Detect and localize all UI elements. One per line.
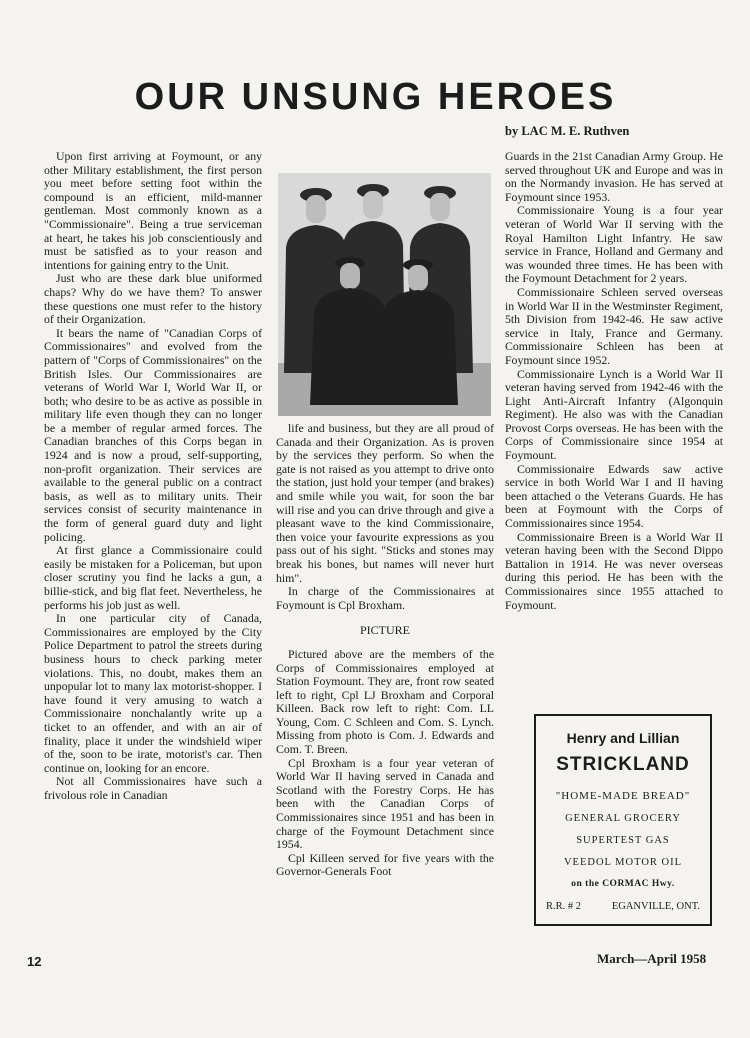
ad-line-gas: SUPERTEST GAS xyxy=(576,835,670,846)
ad-names: Henry and Lillian xyxy=(566,730,680,746)
paragraph: Guards in the 21st Canadian Army Group. He served throughout UK and Europe and was in on the Normandy invasion. He has served at Foymount since 1953. xyxy=(505,149,723,204)
paragraph: Commissionaire Edwards saw active service in both World War I and II having been attached o the Veterans Guards. He has been at Foymount with the Corps of Commissionaires since 1954. xyxy=(505,461,723,531)
ad-line-oil: VEEDOL MOTOR OIL xyxy=(563,857,683,868)
paragraph: Pictured above are the members of the Corps of Commissionaires employed at Station Foymount. They are, front row seated left to right, Cpl LJ Broxham and Corporal Killeen. Back row left to right: Com. LL Young, Com. C Schleen and Com. S. Lynch. Missing from photo is Com. J. Edwards and Com. T. Breen. xyxy=(276,646,494,757)
issue-date: March—April 1958 xyxy=(597,951,707,966)
page-number: 12 xyxy=(27,954,42,969)
ad-line-bread: "HOME-MADE BREAD" xyxy=(555,790,691,802)
paragraph: Commissionaire Lynch is a World War II veteran having served from 1942-46 with the Light Anti-Aircraft Infantry (Algonquin Regiment). He also was with the Canadian Provost Corps overseas. He has been with the Corps of Commissionaire since 1954 at Foymount. xyxy=(505,366,723,463)
article-title: OUR UNSUNG HEROES xyxy=(134,76,617,118)
paragraph: life and business, but they are all proud of Canada and their Organization. As is proven by the services they perform. So when the gate is not raised as you attempt to drive onto the station, just hold your temper (and brakes) and smile while you wait, for soon the bar will rise and you can drive through and give a pleasant wave to the kind Commissionaire, then voice your favourite expressions as you pass out of his sight. "Sticks and stones may break his bones, but names will never hurt him". xyxy=(276,421,494,585)
paragraph: In one particular city of Canada, Commissionaires are employed by the City Police Department to patrol the streets during business hours to check parking meter violations. This, no doubt, makes them an unpopular lot to many lax motorist-shopper. I have found it very amusing to watch a Commissionaire nonchalantly write up a ticket to an offender, and with an air of finality, place it under the windshield wiper of the, soon to be irate, motorist's car. Then continue on, looking for an encore. xyxy=(44,611,262,775)
paragraph: Upon first arriving at Foymount, or any other Military establishment, the first person you meet before setting foot within the compound is an efficient, mild-manner gentleman. Most commonly known as a "Commissionaire". Being a true serviceman at heart, he takes his job conscientiously and must be satisfied as to your reason and intentions for gaining entry to the Unit. xyxy=(44,149,262,272)
paragraph: In charge of the Commissionaires at Foymount is Cpl Broxham. xyxy=(276,584,494,612)
paragraph: At first glance a Commissionaire could easily be mistaken for a Policeman, but upon closer scrutiny you find he lacks a gun, a billie-stick, and big flat feet. Nevertheless, he performs his job just as well. xyxy=(44,543,262,612)
paragraph: Commissionaire Schleen served overseas in World War II in the Westminster Regiment, 5th Division from 1942-46. He saw active service in Italy, France and Germany. Commissionaire Schleen has been at Foymount since 1952. xyxy=(505,284,723,367)
paragraph: Commissionaire Young is a four year veteran of World War II serving with the Royal Hamilton Light Infantry. He saw service in France, Holland and Germany and was wounded three times. He has been with the Foymount Detachment for 2 years. xyxy=(505,203,723,286)
paragraph: Just who are these dark blue uniformed chaps? Why do we have them? To answer these questions one must refer to the history of their Organization. xyxy=(44,271,262,327)
picture-subheading: PICTURE xyxy=(359,623,410,638)
paragraph: Cpl Broxham is a four year veteran of World War II having served in Canada and Scotland with the Forestry Corps. He has been with the Canadian Corps of Commissionaires since 1951 and has been in charge of the Foymount Detachment since 1954. xyxy=(276,755,494,852)
paragraph: Commissionaire Breen is a World War II veteran having been with the Second Dippo Battalion in 1914. He was never overseas during this period. He has been with the Commissionaires since 1955 attached to Foymount. xyxy=(505,529,723,612)
article-column-1 xyxy=(44,150,262,803)
ad-address xyxy=(536,901,710,912)
paragraph: It bears the name of "Canadian Corps of Commissionaires" and evolved from the pattern of "Corps of Commissionaires" on the British Isles. Our Commissionaires are veterans of World War I, World War II, or both; who desire to be as active as possible in military life even though they can no longer be a member of regular armed forces. The Canadian branches of this Corps began in 1924 and is now a proud, self-supporting, non-profit organization. Their services are available to the general public on a contract basis, as well as to military units. Their services consist of security maintenance in the form of general guard duty and light policing. xyxy=(44,325,262,544)
ad-rural-route: R.R. # 2 xyxy=(546,901,582,912)
article-column-2 xyxy=(276,422,494,879)
paragraph: Cpl Killeen served for five years with the Governor-Generals Foot xyxy=(276,850,494,879)
paragraph: Not all Commissionaires have such a frivolous role in Canadian xyxy=(44,774,262,802)
commissionaires-group-photo xyxy=(278,173,491,416)
ad-line-highway: on the CORMAC Hwy. xyxy=(571,879,675,889)
byline: by LAC M. E. Ruthven xyxy=(505,124,630,138)
ad-town: EGANVILLE, ONT. xyxy=(611,901,700,912)
strickland-advertisement xyxy=(534,714,712,926)
article-column-3 xyxy=(505,150,723,612)
ad-line-grocery: GENERAL GROCERY xyxy=(565,813,681,824)
ad-surname: STRICKLAND xyxy=(556,754,690,775)
